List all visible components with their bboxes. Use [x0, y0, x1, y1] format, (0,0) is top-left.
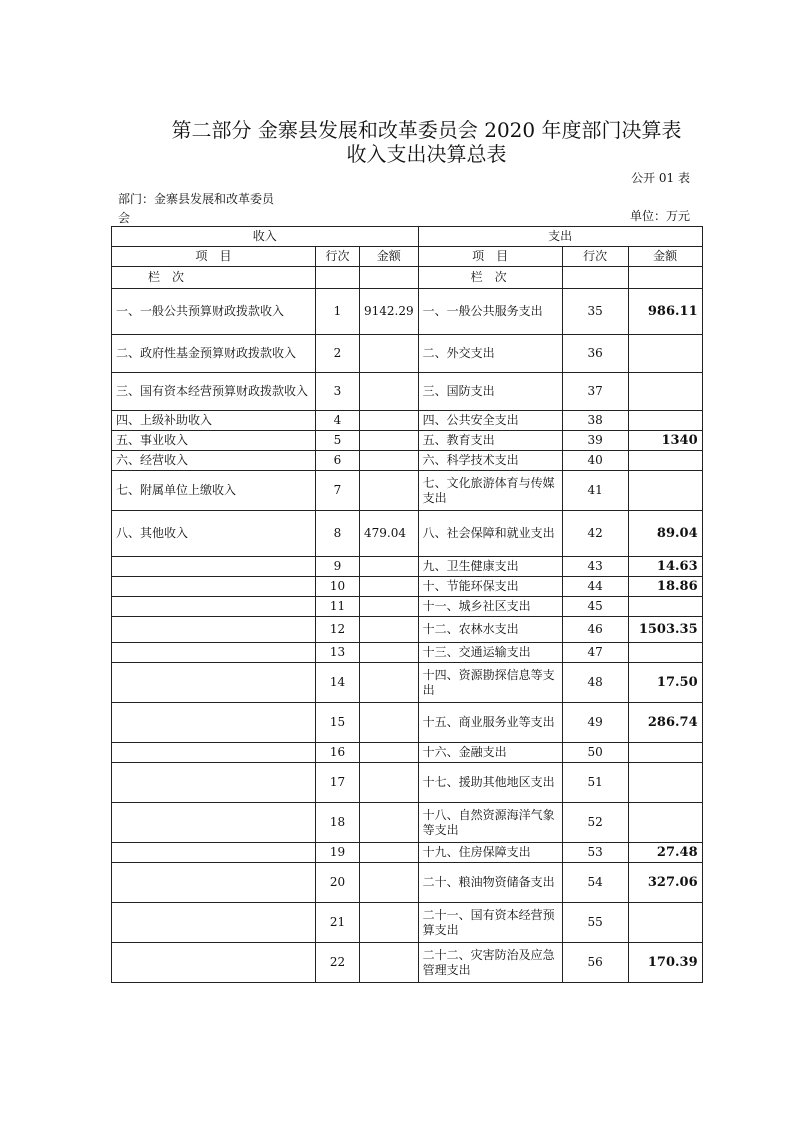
expense-amount-cell [628, 471, 702, 511]
income-amount-cell: 9142.29 [360, 289, 419, 335]
income-line-cell: 12 [316, 617, 360, 643]
table-row [112, 703, 703, 743]
income-line-cell: 17 [316, 763, 360, 803]
expense-line-cell: 38 [562, 411, 628, 431]
income-expense-table [111, 226, 703, 983]
income-item-cell [112, 703, 316, 743]
income-item-cell [112, 577, 316, 597]
expense-item-cell: 十六、金融支出 [418, 743, 562, 763]
income-line-cell: 4 [316, 411, 360, 431]
income-amount-cell [360, 703, 419, 743]
income-column-index: 栏 次 [112, 267, 316, 289]
income-item-cell: 八、其他收入 [112, 511, 316, 557]
expense-item-cell: 二十、粮油物资储备支出 [418, 863, 562, 903]
expense-amount-cell: 327.06 [628, 863, 702, 903]
income-item-cell [112, 663, 316, 703]
income-item-cell [112, 597, 316, 617]
expense-line-cell: 44 [562, 577, 628, 597]
income-item-cell: 七、附属单位上缴收入 [112, 471, 316, 511]
column-index-row [112, 267, 703, 289]
expense-line-cell: 50 [562, 743, 628, 763]
table-row [112, 843, 703, 863]
expense-item-cell: 十二、农林水支出 [418, 617, 562, 643]
expense-line-cell: 51 [562, 763, 628, 803]
expense-amount-cell: 14.63 [628, 557, 702, 577]
expense-line-cell: 40 [562, 451, 628, 471]
income-item-cell: 六、经营收入 [112, 451, 316, 471]
expense-line-cell: 41 [562, 471, 628, 511]
expense-amount-cell [628, 451, 702, 471]
expense-line-cell: 45 [562, 597, 628, 617]
expense-item-cell: 一、一般公共服务支出 [418, 289, 562, 335]
income-item-cell [112, 863, 316, 903]
income-amount-cell [360, 335, 419, 373]
expense-line-cell: 36 [562, 335, 628, 373]
income-amount-cell [360, 431, 419, 451]
income-line-cell: 7 [316, 471, 360, 511]
income-line-cell: 13 [316, 643, 360, 663]
table-row [112, 289, 703, 335]
income-item-cell: 一、一般公共预算财政拨款收入 [112, 289, 316, 335]
expense-amount-cell: 89.04 [628, 511, 702, 557]
expense-amount-cell: 27.48 [628, 843, 702, 863]
income-amount-cell [360, 663, 419, 703]
expense-column-index: 栏 次 [418, 267, 562, 289]
income-line-cell: 10 [316, 577, 360, 597]
expense-item-cell: 十九、住房保障支出 [418, 843, 562, 863]
table-row [112, 577, 703, 597]
table-row [112, 373, 703, 411]
income-line-cell: 20 [316, 863, 360, 903]
income-item-header: 项 目 [112, 247, 316, 267]
document-title [0, 118, 793, 166]
expense-item-cell: 二十二、灾害防治及应急管理支出 [418, 943, 562, 983]
income-amount-cell: 479.04 [360, 511, 419, 557]
unit-label: 单位：万元 [629, 209, 690, 223]
income-line-cell: 14 [316, 663, 360, 703]
table-row [112, 763, 703, 803]
income-amount-cell [360, 803, 419, 843]
expense-line-cell: 52 [562, 803, 628, 843]
income-amount-cell [360, 843, 419, 863]
table-row [112, 863, 703, 903]
expense-item-cell: 四、公共安全支出 [418, 411, 562, 431]
income-amount-cell [360, 763, 419, 803]
income-line-cell: 6 [316, 451, 360, 471]
income-item-cell [112, 843, 316, 863]
expense-amount-cell [628, 643, 702, 663]
income-item-cell: 四、上级补助收入 [112, 411, 316, 431]
expense-line-cell: 43 [562, 557, 628, 577]
income-line-cell: 15 [316, 703, 360, 743]
table-row [112, 617, 703, 643]
table-row [112, 557, 703, 577]
header-row-sections [112, 227, 703, 247]
income-line-cell: 11 [316, 597, 360, 617]
table-row [112, 451, 703, 471]
expense-amount-cell [628, 903, 702, 943]
expense-item-cell: 十一、城乡社区支出 [418, 597, 562, 617]
table-row [112, 643, 703, 663]
expense-line-cell: 53 [562, 843, 628, 863]
expense-amount-cell: 986.11 [628, 289, 702, 335]
income-amount-cell [360, 577, 419, 597]
income-amount-cell [360, 451, 419, 471]
income-amount-cell [360, 557, 419, 577]
expense-item-cell: 二、外交支出 [418, 335, 562, 373]
expense-amount-header: 金额 [628, 247, 702, 267]
expense-amount-cell [628, 411, 702, 431]
income-item-cell: 二、政府性基金预算财政拨款收入 [112, 335, 316, 373]
table-row [112, 511, 703, 557]
table-row [112, 411, 703, 431]
income-line-cell: 9 [316, 557, 360, 577]
income-line-cell: 21 [316, 903, 360, 943]
expense-line-cell: 48 [562, 663, 628, 703]
income-amount-cell [360, 643, 419, 663]
expense-amount-cell: 286.74 [628, 703, 702, 743]
income-amount-cell [360, 617, 419, 643]
expense-line-cell: 49 [562, 703, 628, 743]
expense-amount-cell [628, 763, 702, 803]
income-item-cell [112, 903, 316, 943]
expense-item-cell: 九、卫生健康支出 [418, 557, 562, 577]
income-amount-header: 金额 [360, 247, 419, 267]
expense-amount-cell: 1340 [628, 431, 702, 451]
income-line-cell: 8 [316, 511, 360, 557]
income-item-cell [112, 943, 316, 983]
expense-item-cell: 三、国防支出 [418, 373, 562, 411]
title-line-1: 第二部分 金寨县发展和改革委员会 2020 年度部门决算表 [171, 118, 682, 142]
income-amount-cell [360, 743, 419, 763]
income-amount-cell [360, 863, 419, 903]
expense-item-cell: 十三、交通运输支出 [418, 643, 562, 663]
header-row-columns [112, 247, 703, 267]
income-item-cell [112, 763, 316, 803]
expense-line-cell: 55 [562, 903, 628, 943]
expense-amount-cell: 170.39 [628, 943, 702, 983]
expense-item-cell: 十五、商业服务业等支出 [418, 703, 562, 743]
expense-item-cell: 十四、资源勘探信息等支出 [418, 663, 562, 703]
expense-amount-cell: 1503.35 [628, 617, 702, 643]
expense-item-cell: 十七、援助其他地区支出 [418, 763, 562, 803]
expense-item-cell: 二十一、国有资本经营预算支出 [418, 903, 562, 943]
expense-line-cell: 39 [562, 431, 628, 451]
income-line-cell: 5 [316, 431, 360, 451]
income-amount-cell [360, 411, 419, 431]
expense-item-cell: 六、科学技术支出 [418, 451, 562, 471]
expense-line-cell: 54 [562, 863, 628, 903]
expense-item-cell: 十、节能环保支出 [418, 577, 562, 597]
table-row [112, 431, 703, 451]
income-item-cell: 五、事业收入 [112, 431, 316, 451]
income-item-cell [112, 557, 316, 577]
income-line-header: 行次 [316, 247, 360, 267]
expense-amount-cell [628, 743, 702, 763]
income-amount-cell [360, 943, 419, 983]
income-amount-cell [360, 471, 419, 511]
income-item-cell: 三、国有资本经营预算财政拨款收入 [112, 373, 316, 411]
income-line-cell: 2 [316, 335, 360, 373]
expense-section-header: 支出 [418, 227, 702, 247]
expense-line-cell: 56 [562, 943, 628, 983]
department-label: 部门：金寨县发展和改革委员会 [118, 192, 275, 225]
table-row [112, 943, 703, 983]
table-row [112, 903, 703, 943]
income-item-cell [112, 643, 316, 663]
income-item-cell [112, 803, 316, 843]
table-code: 公开 01 表 [631, 171, 690, 185]
table-row [112, 335, 703, 373]
income-amount-cell [360, 373, 419, 411]
expense-amount-cell [628, 373, 702, 411]
table-row [112, 663, 703, 703]
income-line-cell: 1 [316, 289, 360, 335]
expense-line-header: 行次 [562, 247, 628, 267]
income-line-cell: 3 [316, 373, 360, 411]
income-item-cell [112, 617, 316, 643]
expense-item-cell: 五、教育支出 [418, 431, 562, 451]
income-line-cell: 19 [316, 843, 360, 863]
expense-amount-cell: 17.50 [628, 663, 702, 703]
expense-amount-cell [628, 597, 702, 617]
table-row [112, 803, 703, 843]
expense-line-cell: 46 [562, 617, 628, 643]
expense-line-cell: 35 [562, 289, 628, 335]
expense-line-cell: 47 [562, 643, 628, 663]
expense-item-cell: 七、文化旅游体育与传媒支出 [418, 471, 562, 511]
expense-item-cell: 十八、自然资源海洋气象等支出 [418, 803, 562, 843]
income-item-cell [112, 743, 316, 763]
table-row [112, 471, 703, 511]
expense-item-header: 项 目 [418, 247, 562, 267]
table-row [112, 743, 703, 763]
income-amount-cell [360, 903, 419, 943]
title-line-2: 收入支出决算总表 [346, 142, 507, 166]
expense-amount-cell [628, 803, 702, 843]
income-line-cell: 22 [316, 943, 360, 983]
income-section-header: 收入 [112, 227, 419, 247]
income-amount-cell [360, 597, 419, 617]
income-line-cell: 16 [316, 743, 360, 763]
expense-line-cell: 42 [562, 511, 628, 557]
expense-amount-cell: 18.86 [628, 577, 702, 597]
expense-amount-cell [628, 335, 702, 373]
expense-line-cell: 37 [562, 373, 628, 411]
table-row [112, 597, 703, 617]
expense-item-cell: 八、社会保障和就业支出 [418, 511, 562, 557]
income-line-cell: 18 [316, 803, 360, 843]
